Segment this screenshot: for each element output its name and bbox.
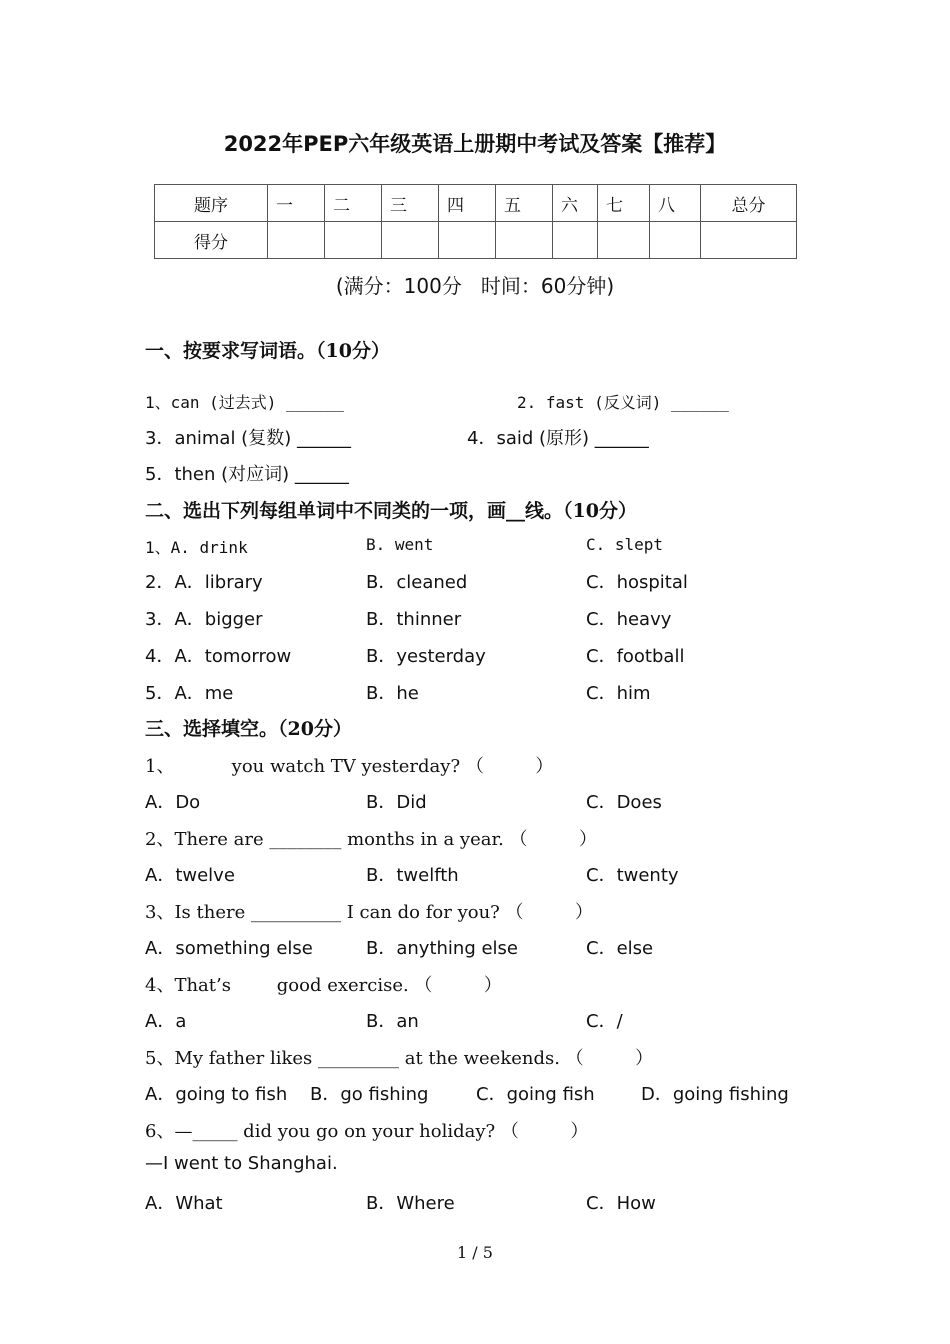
section-3-heading: 三、选择填空。（20分） — [145, 718, 352, 740]
s3-q5-option-c: C．going fish — [476, 1084, 595, 1105]
s1-question-1: 1、can (过去式) ______ — [145, 393, 344, 412]
s3-q3-option-c: C．else — [586, 938, 654, 959]
s2-row-5-b: B．he — [366, 683, 419, 704]
s3-q5-option-a: A．going to fish — [145, 1084, 288, 1105]
s2-row-4-b: B．yesterday — [366, 646, 486, 667]
s3-q3-option-a: A．something else — [145, 938, 313, 959]
s2-row-3-a: 3．A．bigger — [145, 609, 263, 630]
s1-question-4: 4．said (原形) ______ — [467, 428, 649, 449]
section-1-heading: 一、按要求写词语。（10分） — [145, 340, 390, 362]
score-header-cell: 六 — [553, 185, 598, 222]
score-cell[interactable] — [650, 222, 701, 259]
score-header-cell: 五 — [496, 185, 553, 222]
s3-question-6: 6、—_____ did you go on your holiday? （ ） — [145, 1121, 589, 1142]
page-number: 1 / 5 — [457, 1243, 493, 1262]
s3-q6-option-b: B．Where — [366, 1193, 455, 1214]
score-cell[interactable] — [439, 222, 496, 259]
s2-row-4-c: C．football — [586, 646, 685, 667]
score-header-cell: 二 — [325, 185, 382, 222]
score-header-cell: 一 — [268, 185, 325, 222]
s3-q4-option-a: A．a — [145, 1011, 187, 1032]
s2-row-2-a: 2．A．library — [145, 572, 263, 593]
score-header-cell: 四 — [439, 185, 496, 222]
s3-q6-option-a: A．What — [145, 1193, 223, 1214]
score-cell[interactable] — [382, 222, 439, 259]
score-cell[interactable] — [701, 222, 797, 259]
s2-row-1-c: C. slept — [586, 535, 664, 554]
s2-row-2-b: B．cleaned — [366, 572, 468, 593]
s3-question-1: 1、 you watch TV yesterday? （ ） — [145, 756, 554, 777]
score-header-cell: 三 — [382, 185, 439, 222]
s1-question-2: 2. fast (反义词) ______ — [517, 393, 729, 412]
s3-q6-option-c: C．How — [586, 1193, 656, 1214]
s3-question-5: 5、My father likes _________ at the weekends. （ ） — [145, 1048, 654, 1069]
s3-question-3: 3、Is there __________ I can do for you? （ ） — [145, 902, 594, 923]
score-header-cell: 七 — [598, 185, 650, 222]
score-cell[interactable] — [553, 222, 598, 259]
s3-q4-option-b: B．an — [366, 1011, 419, 1032]
s1-question-3: 3．animal (复数) ______ — [145, 428, 351, 449]
score-cell[interactable] — [598, 222, 650, 259]
s2-row-3-c: C．heavy — [586, 609, 672, 630]
score-cell[interactable] — [268, 222, 325, 259]
s3-q1-option-b: B．Did — [366, 792, 427, 813]
s3-q5-option-b: B．go fishing — [310, 1084, 429, 1105]
score-header-cell: 八 — [650, 185, 701, 222]
s3-q4-option-c: C．/ — [586, 1011, 623, 1032]
s3-q2-option-a: A．twelve — [145, 865, 235, 886]
score-table-header-row — [155, 185, 797, 222]
s3-q3-option-b: B．anything else — [366, 938, 518, 959]
s3-q1-option-a: A．Do — [145, 792, 201, 813]
s3-q2-option-b: B．twelfth — [366, 865, 459, 886]
section-2-heading: 二、选出下列每组单词中不同类的一项，画__线。（10分） — [145, 500, 637, 522]
s3-question-4: 4、That’s good exercise. （ ） — [145, 975, 502, 996]
score-row-label: 得分 — [155, 222, 268, 259]
score-header-cell: 总分 — [701, 185, 797, 222]
document-title: 2022年PEP六年级英语上册期中考试及答案【推荐】 — [223, 132, 727, 156]
score-cell[interactable] — [496, 222, 553, 259]
s2-row-2-c: C．hospital — [586, 572, 688, 593]
score-table-score-row — [155, 222, 797, 259]
s2-row-4-a: 4．A．tomorrow — [145, 646, 292, 667]
s3-q6-answer-line: —I went to Shanghai. — [145, 1153, 338, 1174]
s2-row-5-c: C．him — [586, 683, 651, 704]
exam-meta: (满分：100分 时间：60分钟) — [335, 274, 615, 298]
s3-q1-option-c: C．Does — [586, 792, 662, 813]
s3-q2-option-c: C．twenty — [586, 865, 679, 886]
s2-row-1-b: B. went — [366, 535, 434, 554]
s3-question-2: 2、There are ________ months in a year. （ ） — [145, 829, 598, 850]
s1-question-5: 5．then (对应词) ______ — [145, 464, 349, 485]
s3-q5-option-d: D．going fishing — [641, 1084, 789, 1105]
score-cell[interactable] — [325, 222, 382, 259]
s2-row-5-a: 5．A．me — [145, 683, 234, 704]
score-table — [154, 184, 797, 259]
score-header-cell: 题序 — [155, 185, 268, 222]
s2-row-3-b: B．thinner — [366, 609, 462, 630]
s2-row-1-a: 1、A. drink — [145, 538, 248, 557]
